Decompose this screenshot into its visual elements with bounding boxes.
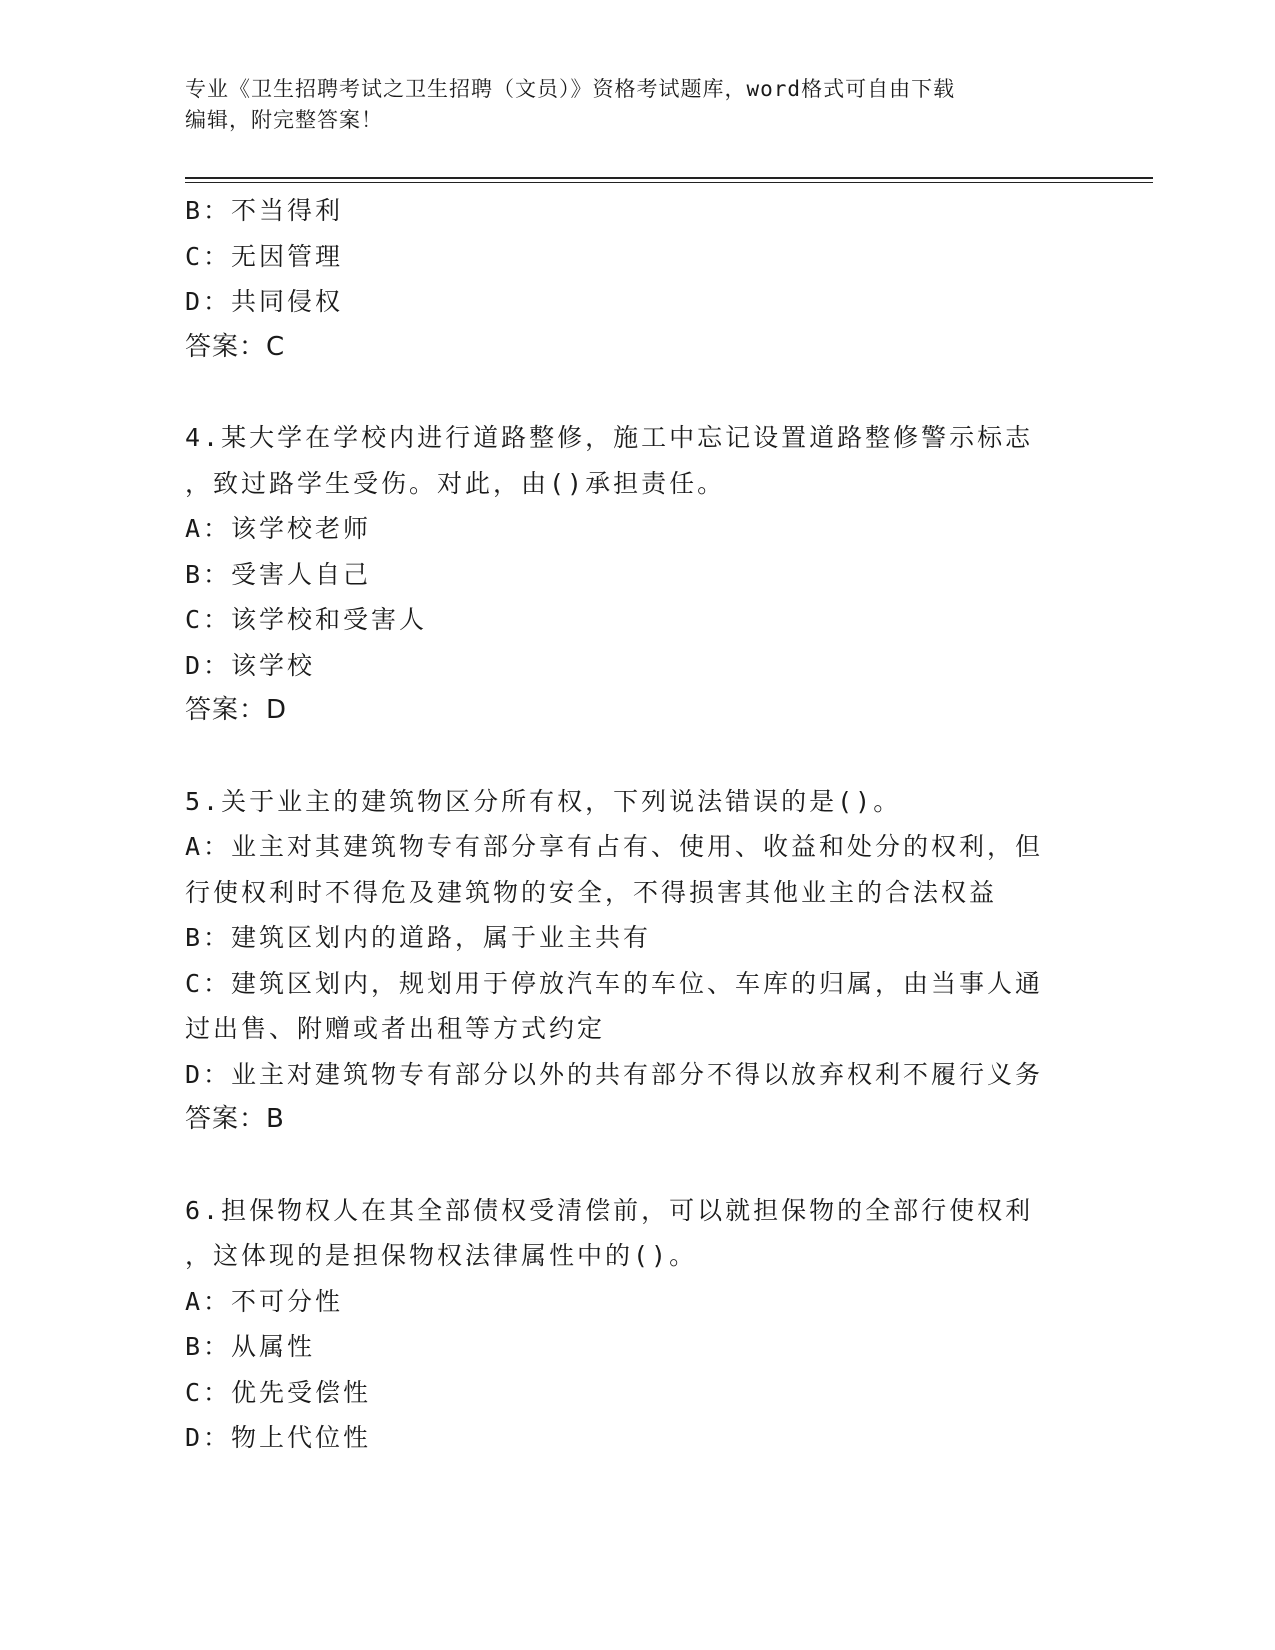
header-divider-thin	[185, 182, 1153, 183]
question-5-option-a-line-2: 行使权利时不得危及建筑物的安全，不得损害其他业主的合法权益	[185, 877, 998, 907]
header-divider-thick	[185, 177, 1153, 179]
question-5-option-c-line-2: 过出售、附赠或者出租等方式约定	[185, 1014, 606, 1043]
question-6-option-b: B：从属性	[185, 1332, 316, 1361]
question-3-option-b: B：不当得利	[185, 196, 344, 225]
document-header	[185, 74, 1065, 136]
question-3-answer: 答案：C	[185, 331, 286, 362]
header-title-line-1: 专业《卫生招聘考试之卫生招聘（文员）》资格考试题库，word格式可自由下载	[185, 77, 956, 101]
question-5-option-c-line-1: C：建筑区划内，规划用于停放汽车的车位、车库的归属，由当事人通	[185, 968, 1044, 998]
question-6-option-c: C：优先受偿性	[185, 1377, 372, 1407]
question-list	[185, 188, 1075, 1461]
question-4-answer: 答案：D	[185, 695, 288, 725]
question-4-option-c: C：该学校和受害人	[185, 605, 428, 634]
header-title-line-2: 编辑，附完整答案！	[185, 108, 383, 132]
question-spacer	[185, 370, 1075, 415]
question-5-answer: 答案：B	[185, 1104, 285, 1134]
question-4	[185, 415, 1075, 734]
question-6	[185, 1188, 1075, 1461]
question-5-option-b: B：建筑区划内的道路，属于业主共有	[185, 923, 652, 952]
question-5	[185, 779, 1075, 1143]
question-6-option-d: D：物上代位性	[185, 1423, 372, 1452]
question-3-tail	[185, 188, 1075, 370]
question-6-stem-line-1: 6.担保物权人在其全部债权受清偿前，可以就担保物的全部行使权利	[185, 1195, 1034, 1225]
question-3-option-d: D：共同侵权	[185, 287, 344, 316]
question-spacer	[185, 734, 1075, 779]
question-spacer	[185, 1143, 1075, 1188]
question-4-stem-line-1: 4.某大学在学校内进行道路整修，施工中忘记设置道路整修警示标志	[185, 423, 1034, 452]
question-3-option-c: C：无因管理	[185, 241, 344, 271]
question-5-option-a-line-1: A：业主对其建筑物专有部分享有占有、使用、收益和处分的权利，但	[185, 832, 1044, 861]
question-5-option-d: D：业主对建筑物专有部分以外的共有部分不得以放弃权利不履行义务	[185, 1059, 1044, 1089]
question-4-option-b: B：受害人自己	[185, 559, 372, 589]
question-5-stem-line-1: 5.关于业主的建筑物区分所有权，下列说法错误的是()。	[185, 786, 902, 816]
question-6-stem-line-2: ，这体现的是担保物权法律属性中的()。	[185, 1241, 698, 1270]
question-4-option-a: A：该学校老师	[185, 514, 372, 543]
question-4-option-d: D：该学校	[185, 650, 316, 680]
question-6-option-a: A：不可分性	[185, 1286, 344, 1316]
question-4-stem-line-2: ，致过路学生受伤。对此，由()承担责任。	[185, 468, 726, 498]
